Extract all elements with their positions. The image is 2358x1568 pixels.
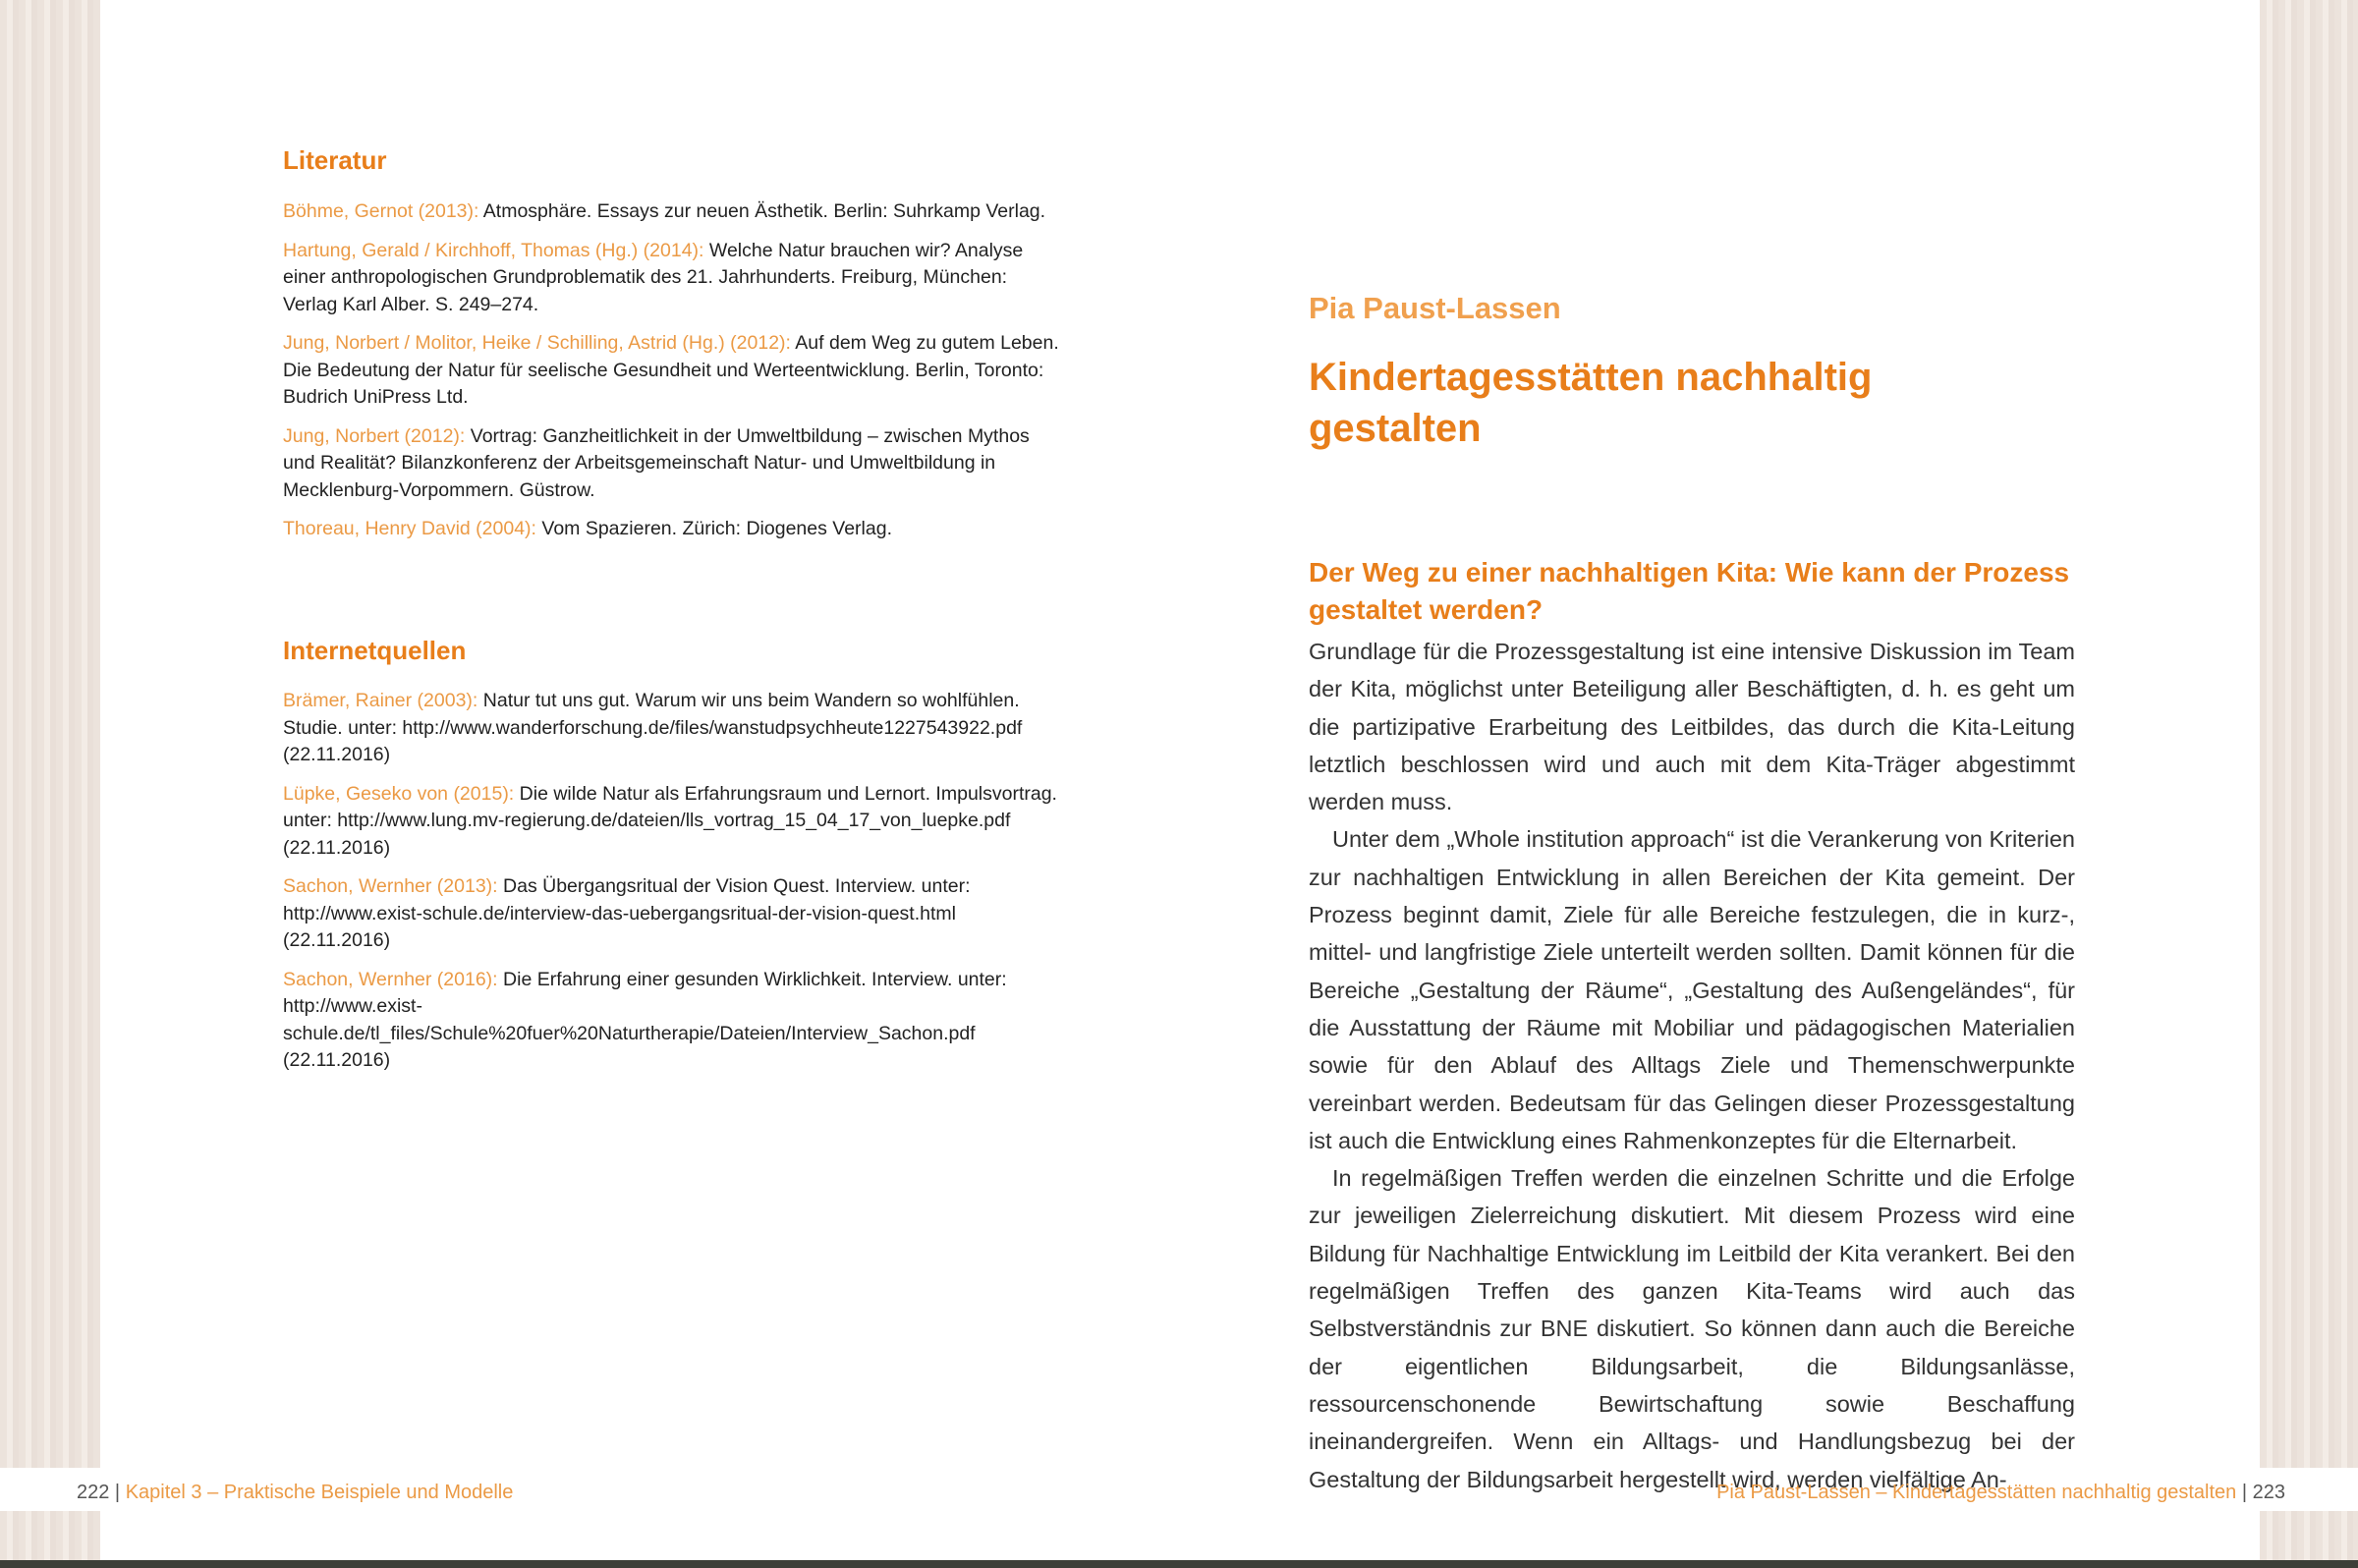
internet-list xyxy=(283,688,1059,1087)
reference-author: Sachon, Wernher (2013): xyxy=(283,875,498,897)
section-subheading: Der Weg zu einer nachhaltigen Kita: Wie kann der Prozess gestaltet werden? xyxy=(1309,557,2070,625)
right-footer xyxy=(1716,1482,2285,1504)
paragraph: In regelmäßigen Treffen werden die einzelnen Schritte und die Erfolge zur jeweiligen Zielerreichung diskutiert. Mit diesem Prozess wird eine Bildung für Nachhaltige Entwicklung im Leitbild der Kita verankert. Bei den regelmäßigen Treffen des ganzen Kita-Teams wird auch das Selbstverständnis zur BNE diskutiert. So können dann auch die Bereiche der eigentlichen Bildungsarbeit, die Bildungsanlässe, ressourcenschonende Bewirtschaftung sowie Beschaffung ineinandergreifen. Wenn ein Alltags- und Handlungsbezug bei der Gestaltung der Bildungsarbeit hergestellt wird, werden vielfältige An- xyxy=(1309,1165,2075,1492)
reference-item xyxy=(283,516,1059,543)
reference-text: Das Übergangsritual der Vision Quest. Interview. unter: http://www.exist-schule.de/interview-das-uebergangsritual-der-vision-quest.html (22.11.2016) xyxy=(283,875,971,951)
left-footer xyxy=(77,1482,513,1504)
literatur-heading: Literatur xyxy=(283,145,387,175)
running-title: Pia Paust-Lassen – Kindertagesstätten nachhaltig gestalten xyxy=(1716,1482,2237,1503)
reference-item xyxy=(283,873,1059,955)
reference-author: Jung, Norbert (2012): xyxy=(283,424,466,447)
article-title: Kindertagesstätten nachhaltig gestalten xyxy=(1309,356,1873,450)
reference-author: Jung, Norbert / Molitor, Heike / Schilling, Astrid (Hg.) (2012): xyxy=(283,332,791,354)
literatur-list xyxy=(283,198,1059,555)
reference-text: Atmosphäre. Essays zur neuen Ästhetik. Berlin: Suhrkamp Verlag. xyxy=(478,200,1046,222)
internetquellen-heading: Internetquellen xyxy=(283,636,467,665)
bottom-border xyxy=(0,1560,2358,1568)
footer-separator: | xyxy=(2236,1482,2253,1503)
article-author: Pia Paust-Lassen xyxy=(1309,291,1561,325)
reference-item xyxy=(283,967,1059,1075)
reference-text: Natur tut uns gut. Warum wir uns beim Wandern so wohlfühlen. Studie. unter: http://www.wanderforschung.de/files/wanstudpsychheute1227543922.pdf (22.11.2016) xyxy=(283,690,1023,765)
paper-texture-left xyxy=(0,0,100,1568)
paragraph: Unter dem „Whole institution approach“ ist die Verankerung von Kriterien zur nachhaltigen Entwicklung in allen Bereichen der Kita gemeint. Der Prozess beginnt damit, Ziele für alle Bereiche festzulegen, die in kurz-, mittel- und langfristige Ziele unterteilt werden sollten. Damit können für die Bereiche „Gestaltung der Räume“, „Gestaltung des Außengeländes“, für die Ausstattung der Räume mit Mobiliar und pädagogischen Materialien sowie für den Ablauf des Alltags Ziele und Themenschwerpunkte vereinbart werden. Bedeutsam für das Gelingen dieser Prozessgestaltung ist auch die Entwicklung eines Rahmenkonzeptes für die Elternarbeit. xyxy=(1309,826,2075,1153)
paper-texture-right xyxy=(2260,0,2358,1568)
reference-text: Welche Natur brauchen wir? Analyse einer anthropologischen Grundproblematik des 21. Jahrhunderts. Freiburg, München: Verlag Karl Alber. S. 249–274. xyxy=(283,239,1024,315)
reference-item xyxy=(283,781,1059,863)
reference-item xyxy=(283,423,1059,505)
reference-author: Brämer, Rainer (2003): xyxy=(283,690,478,711)
reference-item xyxy=(283,198,1059,226)
reference-author: Böhme, Gernot (2013): xyxy=(283,200,479,222)
paragraph: Grundlage für die Prozessgestaltung ist eine intensive Diskussion im Team der Kita, möglichst unter Beteiligung aller Beschäftigten, d. h. es geht um die partizipative Erarbeitung des Leitbildes, das durch die Kita-Leitung letztlich beschlossen wird und auch mit dem Kita-Träger abgestimmt werden muss. xyxy=(1309,639,2075,815)
reference-item xyxy=(283,330,1059,412)
reference-item xyxy=(283,688,1059,769)
page-number: 223 xyxy=(2252,1482,2285,1503)
reference-author: Lüpke, Geseko von (2015): xyxy=(283,782,515,805)
article-body xyxy=(1309,633,2075,1498)
page-number: 222 xyxy=(77,1482,110,1503)
reference-text: Vortrag: Ganzheitlichkeit in der Umweltbildung – zwischen Mythos und Realität? Bilanzkonferenz der Arbeitsgemeinschaft Natur- und Umweltbildung in Mecklenburg-Vorpommern. Güstrow. xyxy=(283,424,1030,501)
chapter-title: Kapitel 3 – Praktische Beispiele und Modelle xyxy=(125,1482,514,1503)
reference-text: Auf dem Weg zu gutem Leben. Die Bedeutung der Natur für seelische Gesundheit und Werteentwicklung. Berlin, Toronto: Budrich UniPress Ltd. xyxy=(283,332,1059,408)
reference-author: Hartung, Gerald / Kirchhoff, Thomas (Hg.) (2014): xyxy=(283,239,704,261)
reference-text: Vom Spazieren. Zürich: Diogenes Verlag. xyxy=(535,518,892,539)
reference-text: Die wilde Natur als Erfahrungsraum und Lernort. Impulsvortrag. unter: http://www.lung.mv-regierung.de/dateien/lls_vortrag_15_04_17_von_luepke.pdf (22.11.2016) xyxy=(283,782,1057,859)
reference-item xyxy=(283,238,1059,319)
reference-author: Sachon, Wernher (2016): xyxy=(283,968,498,990)
reference-author: Thoreau, Henry David (2004): xyxy=(283,518,536,539)
footer-separator: | xyxy=(109,1482,126,1503)
reference-text: Die Erfahrung einer gesunden Wirklichkeit. Interview. unter: http://www.exist-schule.de/tl_files/Schule%20fuer%20Naturtherapie/Dateien/Interview_Sachon.pdf (22.11.2016) xyxy=(283,968,1007,1071)
